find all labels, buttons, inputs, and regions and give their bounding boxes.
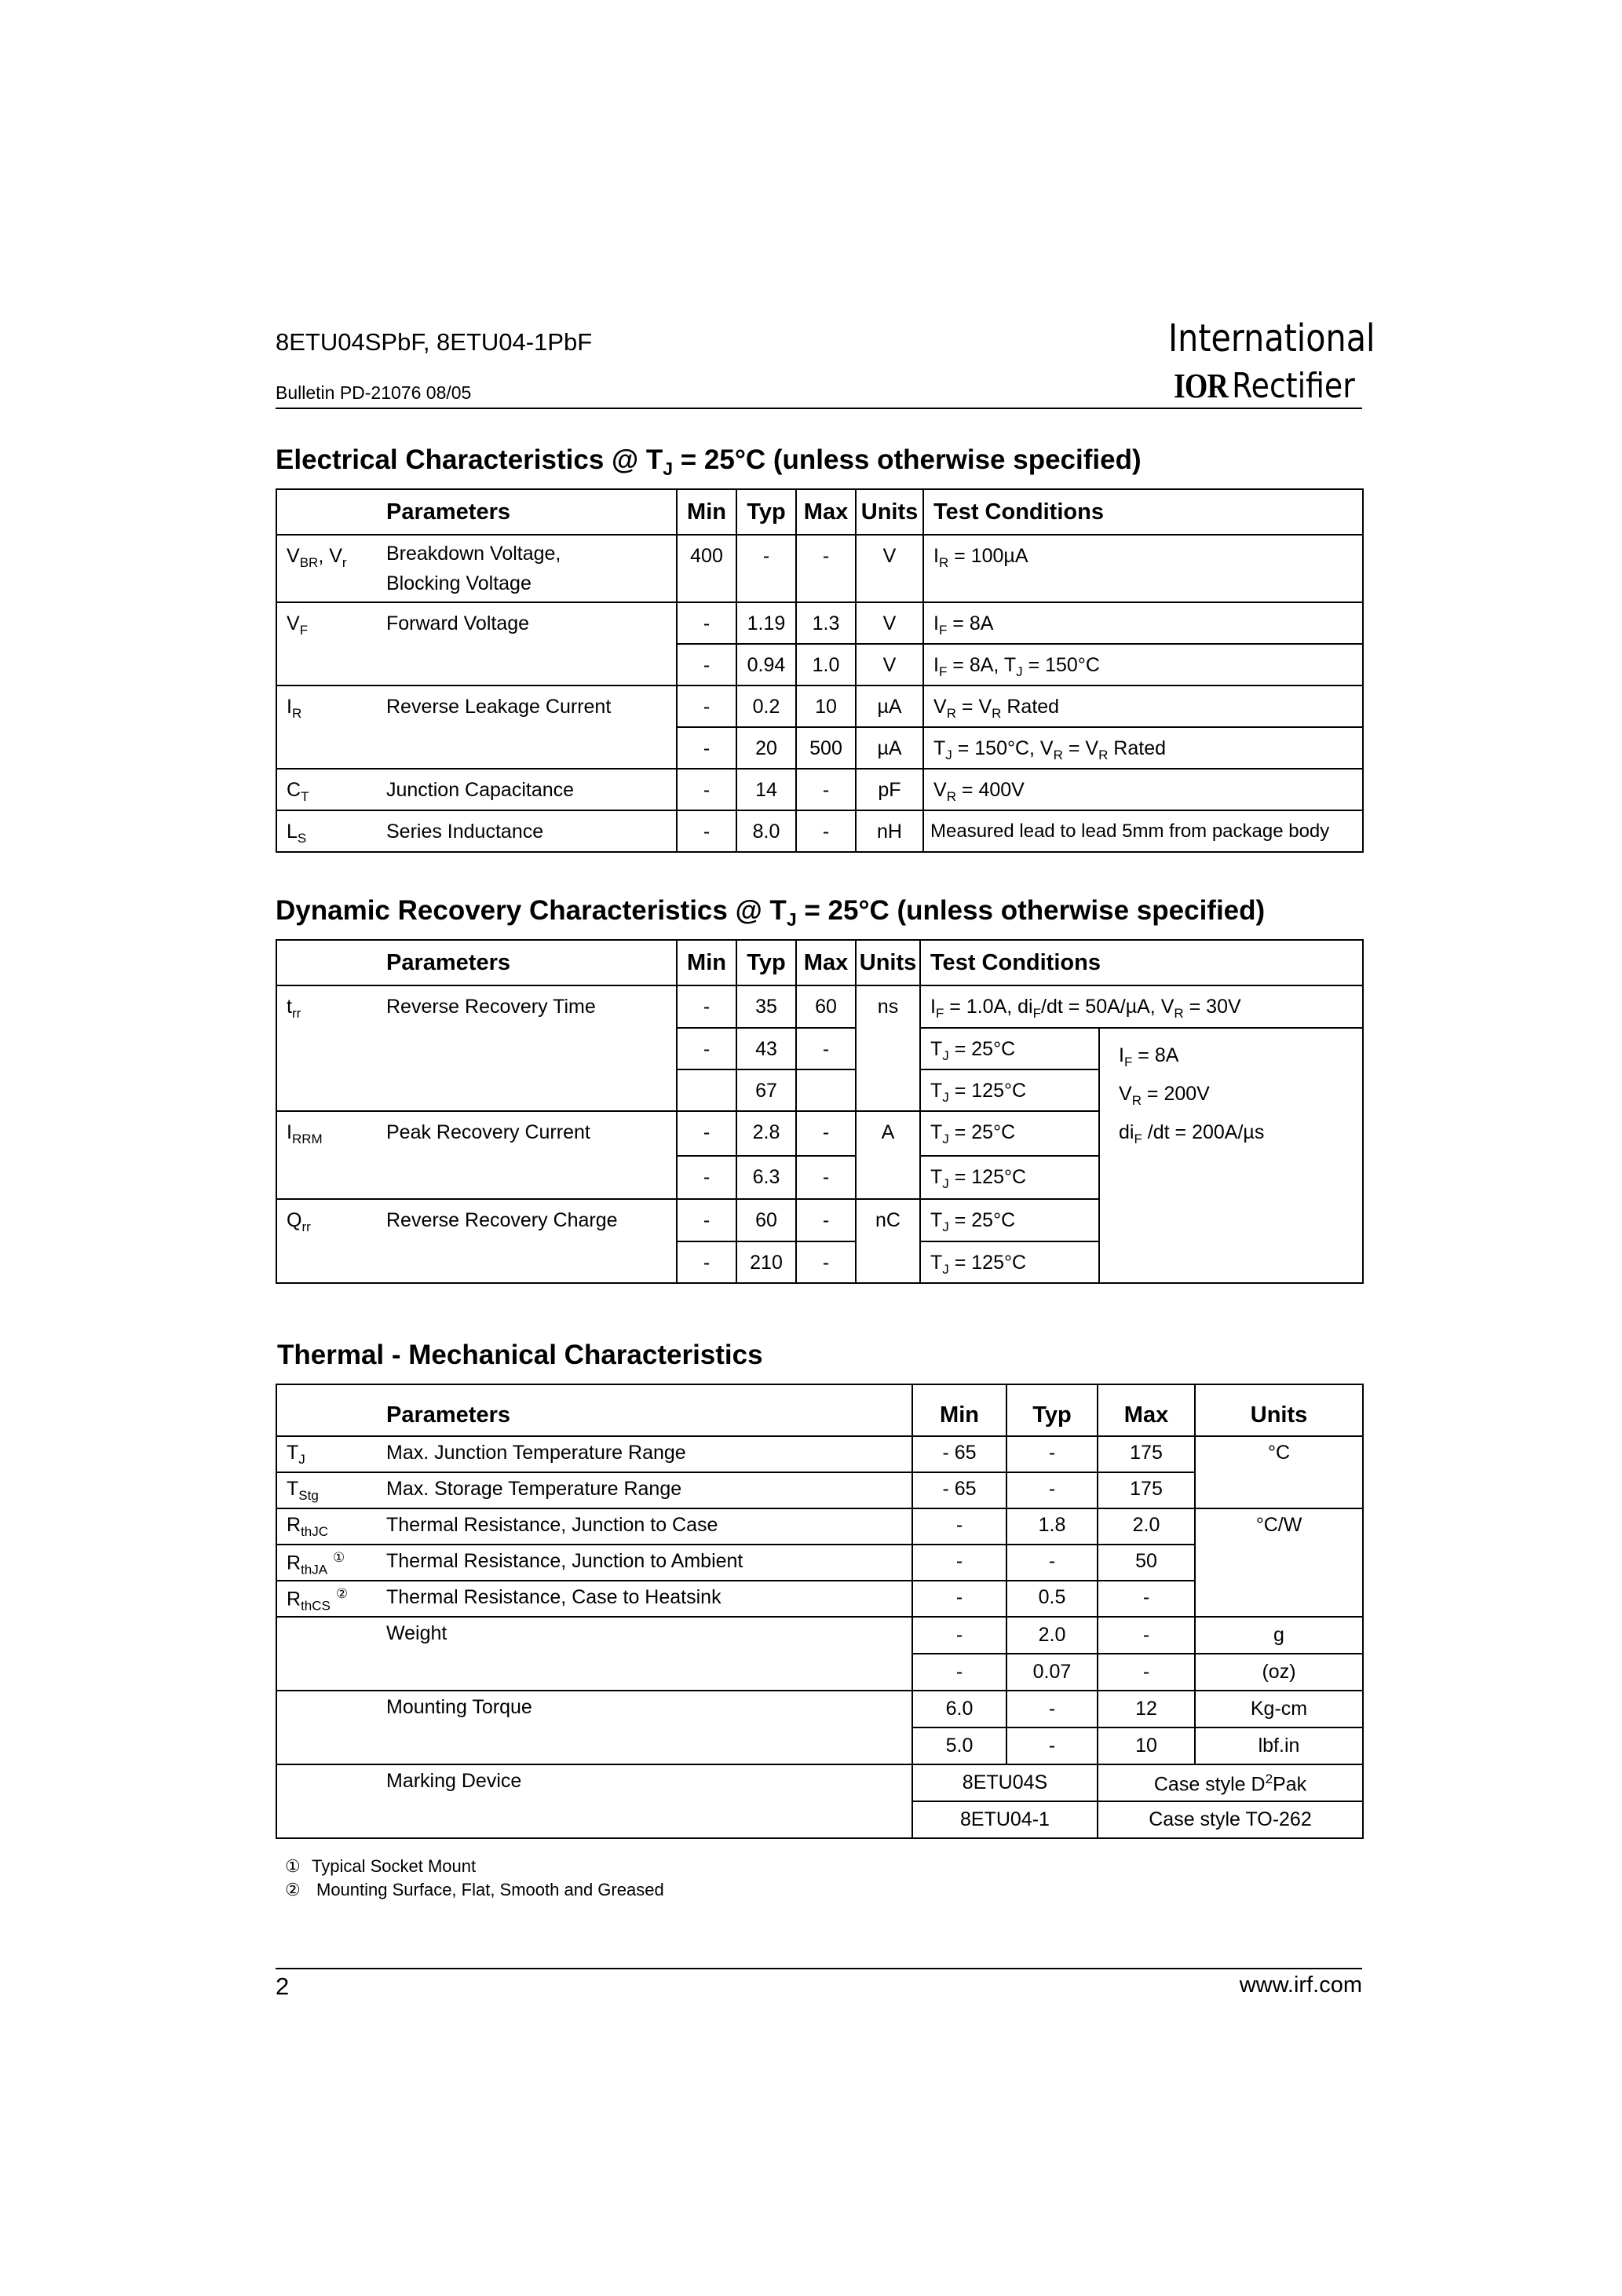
footnote-1: ① Typical Socket Mount xyxy=(285,1856,477,1876)
parameter-name: Max. Storage Temperature Range xyxy=(377,1472,912,1508)
units-value: nH xyxy=(856,810,923,852)
units-value: °C/W xyxy=(1195,1508,1363,1617)
max-value: 1.3 xyxy=(796,602,856,644)
units-value: pF xyxy=(856,769,923,810)
test-condition: $I_F = 8A$, $T_J = 150^\circ C$ xyxy=(923,644,1363,686)
symbol: $R_{thJA}$ ① xyxy=(276,1545,377,1581)
table-row xyxy=(276,535,1363,602)
parameter-name: Thermal Resistance, Junction to Case xyxy=(377,1508,912,1545)
typ-value: 0.5 xyxy=(1006,1581,1098,1617)
case-style: Case style TO-262 xyxy=(1098,1801,1363,1838)
marking-device: 8ETU04S xyxy=(912,1764,1098,1801)
min-value: - xyxy=(677,810,736,852)
units-value: µA xyxy=(856,686,923,727)
parameter-name: Forward Voltage xyxy=(377,602,677,644)
col-header-typ: Typ xyxy=(1006,1384,1098,1436)
symbol: $I_R$ xyxy=(276,686,377,727)
col-header-max: Max xyxy=(796,489,856,535)
table-row xyxy=(276,1727,1363,1764)
website-link[interactable]: www.irf.com xyxy=(1239,1972,1362,1998)
col-header-min: Min xyxy=(677,489,736,535)
min-value: - xyxy=(912,1581,1006,1617)
electrical-title-prefix: Electrical Characteristics @ T xyxy=(276,444,663,475)
typ-value: - xyxy=(1006,1436,1098,1472)
typ-value: 210 xyxy=(736,1241,796,1283)
min-value: - xyxy=(912,1654,1006,1691)
typ-value: 6.3 xyxy=(736,1156,796,1199)
min-value: 6.0 xyxy=(912,1691,1006,1727)
min-value: - 65 xyxy=(912,1472,1006,1508)
typ-value: - xyxy=(1006,1545,1098,1581)
test-condition: Measured lead to lead 5mm from package body xyxy=(923,810,1363,852)
min-value: - xyxy=(912,1545,1006,1581)
typ-value: 0.07 xyxy=(1006,1654,1098,1691)
max-value: - xyxy=(796,1241,856,1283)
company-logo-line2 xyxy=(1174,366,1355,406)
typ-value: - xyxy=(736,535,796,602)
min-value: - xyxy=(677,1111,736,1156)
test-condition: $T_J = 25^\circ C$ xyxy=(920,1199,1099,1241)
test-condition: $T_J = 25^\circ C$ xyxy=(920,1111,1099,1156)
electrical-section-title xyxy=(276,444,1142,480)
col-header-units: Units xyxy=(856,940,920,985)
units-value: g xyxy=(1195,1617,1363,1654)
typ-value: 1.8 xyxy=(1006,1508,1098,1545)
footer-divider xyxy=(276,1968,1362,1969)
max-value: 175 xyxy=(1098,1472,1195,1508)
typ-value: 43 xyxy=(736,1028,796,1069)
max-value: 1.0 xyxy=(796,644,856,686)
max-value: - xyxy=(796,769,856,810)
units-value: µA xyxy=(856,727,923,769)
symbol: $R_{thJC}$ xyxy=(276,1508,377,1545)
min-value: - xyxy=(912,1617,1006,1654)
min-value: - xyxy=(912,1508,1006,1545)
symbol: $I_{RRM}$ xyxy=(276,1111,377,1199)
units-value: nC xyxy=(856,1199,920,1283)
table-row xyxy=(276,644,1363,686)
table-row xyxy=(276,1691,1363,1727)
symbol: $L_S$ xyxy=(276,810,377,852)
company-logo-line1: International xyxy=(1168,316,1375,360)
footnotes xyxy=(285,1855,664,1902)
dynamic-table xyxy=(276,939,1364,1284)
test-condition: $T_J = 125^\circ C$ xyxy=(920,1156,1099,1199)
electrical-title-suffix: = 25°C (unless otherwise specified) xyxy=(673,444,1142,475)
symbol: $T_{Stg}$ xyxy=(276,1472,377,1508)
max-value: - xyxy=(796,1028,856,1069)
dynamic-title-suffix: = 25°C (unless otherwise specified) xyxy=(796,895,1266,926)
min-value xyxy=(677,1069,736,1111)
table-header-row xyxy=(276,1384,1363,1436)
max-value xyxy=(796,1069,856,1111)
max-value: 10 xyxy=(796,686,856,727)
table-row xyxy=(276,1436,1363,1472)
min-value: - xyxy=(677,985,736,1028)
table-row xyxy=(276,686,1363,727)
shared-test-conditions: $I_F = 8A$ $V_R = 200V$ $di_F$ /dt = 200A/µs xyxy=(1099,1028,1363,1283)
col-header-parameters: Parameters xyxy=(377,1384,912,1436)
case-style: Case style $D^2Pak$ xyxy=(1098,1764,1363,1801)
min-value: 5.0 xyxy=(912,1727,1006,1764)
footnote-marker: ① xyxy=(333,1550,345,1565)
max-value: 500 xyxy=(796,727,856,769)
electrical-table xyxy=(276,488,1364,853)
col-header-parameters: Parameters xyxy=(377,489,677,535)
min-value: 400 xyxy=(677,535,736,602)
max-value: - xyxy=(1098,1581,1195,1617)
symbol: $V_F$ xyxy=(276,602,377,644)
col-header-test-conditions: Test Conditions xyxy=(923,489,1363,535)
min-value: - xyxy=(677,769,736,810)
typ-value: - xyxy=(1006,1472,1098,1508)
typ-value: 2.0 xyxy=(1006,1617,1098,1654)
units-value: V xyxy=(856,535,923,602)
parameter-name: Marking Device xyxy=(377,1764,912,1801)
test-condition: $T_J = 125^\circ C$ xyxy=(920,1069,1099,1111)
col-header-typ: Typ xyxy=(736,489,796,535)
test-condition: $T_J = 25^\circ C$ xyxy=(920,1028,1099,1069)
units-value: V xyxy=(856,644,923,686)
max-value: 60 xyxy=(796,985,856,1028)
parameter-name: Peak Recovery Current xyxy=(377,1111,677,1199)
table-row xyxy=(276,810,1363,852)
thermal-table xyxy=(276,1384,1364,1839)
max-value: - xyxy=(796,810,856,852)
max-value: - xyxy=(796,535,856,602)
max-value: 50 xyxy=(1098,1545,1195,1581)
page-number: 2 xyxy=(276,1972,290,2000)
col-header-parameters: Parameters xyxy=(377,940,677,985)
table-row xyxy=(276,769,1363,810)
parameter-name: Reverse Recovery Time xyxy=(377,985,677,1111)
test-condition: $I_F = 1.0A$, $di_F/dt = 50A/\mu A$, $V_R = 30V$ xyxy=(920,985,1363,1028)
table-row xyxy=(276,985,1363,1028)
typ-value: 20 xyxy=(736,727,796,769)
typ-value: 8.0 xyxy=(736,810,796,852)
typ-value: - xyxy=(1006,1691,1098,1727)
max-value: - xyxy=(796,1111,856,1156)
typ-value: 2.8 xyxy=(736,1111,796,1156)
col-header-max: Max xyxy=(796,940,856,985)
min-value: - xyxy=(677,1199,736,1241)
marking-device: 8ETU04-1 xyxy=(912,1801,1098,1838)
parameter-name: Mounting Torque xyxy=(377,1691,912,1727)
table-header-row xyxy=(276,940,1363,985)
dynamic-title-sub: J xyxy=(786,909,797,930)
parameter-name: Junction Capacitance xyxy=(377,769,677,810)
symbol: $T_J$ xyxy=(276,1436,377,1472)
typ-value: - xyxy=(1006,1727,1098,1764)
table-row xyxy=(276,1654,1363,1691)
table-row xyxy=(276,727,1363,769)
table-row xyxy=(276,1801,1363,1838)
max-value: 10 xyxy=(1098,1727,1195,1764)
thermal-section-title: Thermal - Mechanical Characteristics xyxy=(277,1340,763,1370)
parameter-name: Max. Junction Temperature Range xyxy=(377,1436,912,1472)
max-value: - xyxy=(1098,1654,1195,1691)
col-header-max: Max xyxy=(1098,1384,1195,1436)
max-value: - xyxy=(796,1156,856,1199)
min-value: - xyxy=(677,727,736,769)
test-condition: $I_F = 8A$ xyxy=(923,602,1363,644)
parameter-name: Thermal Resistance, Junction to Ambient xyxy=(377,1545,912,1581)
electrical-title-sub: J xyxy=(663,459,674,479)
symbol: $R_{thCS}$ ② xyxy=(276,1581,377,1617)
min-value: - xyxy=(677,644,736,686)
table-row xyxy=(276,1617,1363,1654)
units-value: lbf.in xyxy=(1195,1727,1363,1764)
max-value: 2.0 xyxy=(1098,1508,1195,1545)
min-value: - 65 xyxy=(912,1436,1006,1472)
symbol: $C_T$ xyxy=(276,769,377,810)
typ-value: 0.2 xyxy=(736,686,796,727)
dynamic-title-prefix: Dynamic Recovery Characteristics @ T xyxy=(276,895,787,926)
min-value: - xyxy=(677,1241,736,1283)
test-condition: $I_R = 100\mu A$ xyxy=(923,535,1363,602)
table-row xyxy=(276,1508,1363,1545)
ior-logo-mark: IOR xyxy=(1174,367,1228,405)
units-value: A xyxy=(856,1111,920,1199)
header-divider xyxy=(276,408,1362,409)
parameter-name: Reverse Leakage Current xyxy=(377,686,677,727)
footnote-marker: ② xyxy=(335,1586,349,1601)
units-value: V xyxy=(856,602,923,644)
typ-value: 60 xyxy=(736,1199,796,1241)
dynamic-section-title xyxy=(276,895,1265,930)
symbol: $t_{rr}$ xyxy=(276,985,377,1111)
typ-value: 67 xyxy=(736,1069,796,1111)
typ-value: 0.94 xyxy=(736,644,796,686)
units-value: ns xyxy=(856,985,920,1111)
col-header-min: Min xyxy=(677,940,736,985)
footnote-2: ② Mounting Surface, Flat, Smooth and Greased xyxy=(285,1880,664,1899)
typ-value: 1.19 xyxy=(736,602,796,644)
min-value: - xyxy=(677,686,736,727)
parameter-name: Weight xyxy=(377,1617,912,1654)
symbol: $Q_{rr}$ xyxy=(276,1199,377,1283)
symbol: $V_{BR}$, $V_r$ xyxy=(276,535,377,602)
col-header-units: Units xyxy=(1195,1384,1363,1436)
col-header-typ: Typ xyxy=(736,940,796,985)
col-header-min: Min xyxy=(912,1384,1006,1436)
test-condition: $T_J = 150^\circ C$, $V_R = V_R$ Rated xyxy=(923,727,1363,769)
typ-value: 14 xyxy=(736,769,796,810)
test-condition: $V_R = V_R$ Rated xyxy=(923,686,1363,727)
bulletin-number: Bulletin PD-21076 08/05 xyxy=(276,382,472,403)
units-value: Kg-cm xyxy=(1195,1691,1363,1727)
min-value: - xyxy=(677,1156,736,1199)
logo-rectifier-text: Rectifier xyxy=(1232,366,1355,406)
table-row xyxy=(276,602,1363,644)
min-value: - xyxy=(677,1028,736,1069)
max-value: - xyxy=(796,1199,856,1241)
units-value: °C xyxy=(1195,1436,1363,1508)
col-header-units: Units xyxy=(856,489,923,535)
min-value: - xyxy=(677,602,736,644)
parameter-name: Reverse Recovery Charge xyxy=(377,1199,677,1283)
test-condition: $V_R = 400V$ xyxy=(923,769,1363,810)
parameter-name: Thermal Resistance, Case to Heatsink xyxy=(377,1581,912,1617)
parameter-name: Series Inductance xyxy=(377,810,677,852)
units-value: (oz) xyxy=(1195,1654,1363,1691)
col-header-test-conditions: Test Conditions xyxy=(920,940,1363,985)
max-value: 175 xyxy=(1098,1436,1195,1472)
document-title: 8ETU04SPbF, 8ETU04-1PbF xyxy=(276,328,593,356)
table-row xyxy=(276,1764,1363,1801)
max-value: - xyxy=(1098,1617,1195,1654)
parameter-name: Breakdown Voltage, Blocking Voltage xyxy=(377,535,677,602)
typ-value: 35 xyxy=(736,985,796,1028)
max-value: 12 xyxy=(1098,1691,1195,1727)
test-condition: $T_J = 125^\circ C$ xyxy=(920,1241,1099,1283)
table-header-row xyxy=(276,489,1363,535)
